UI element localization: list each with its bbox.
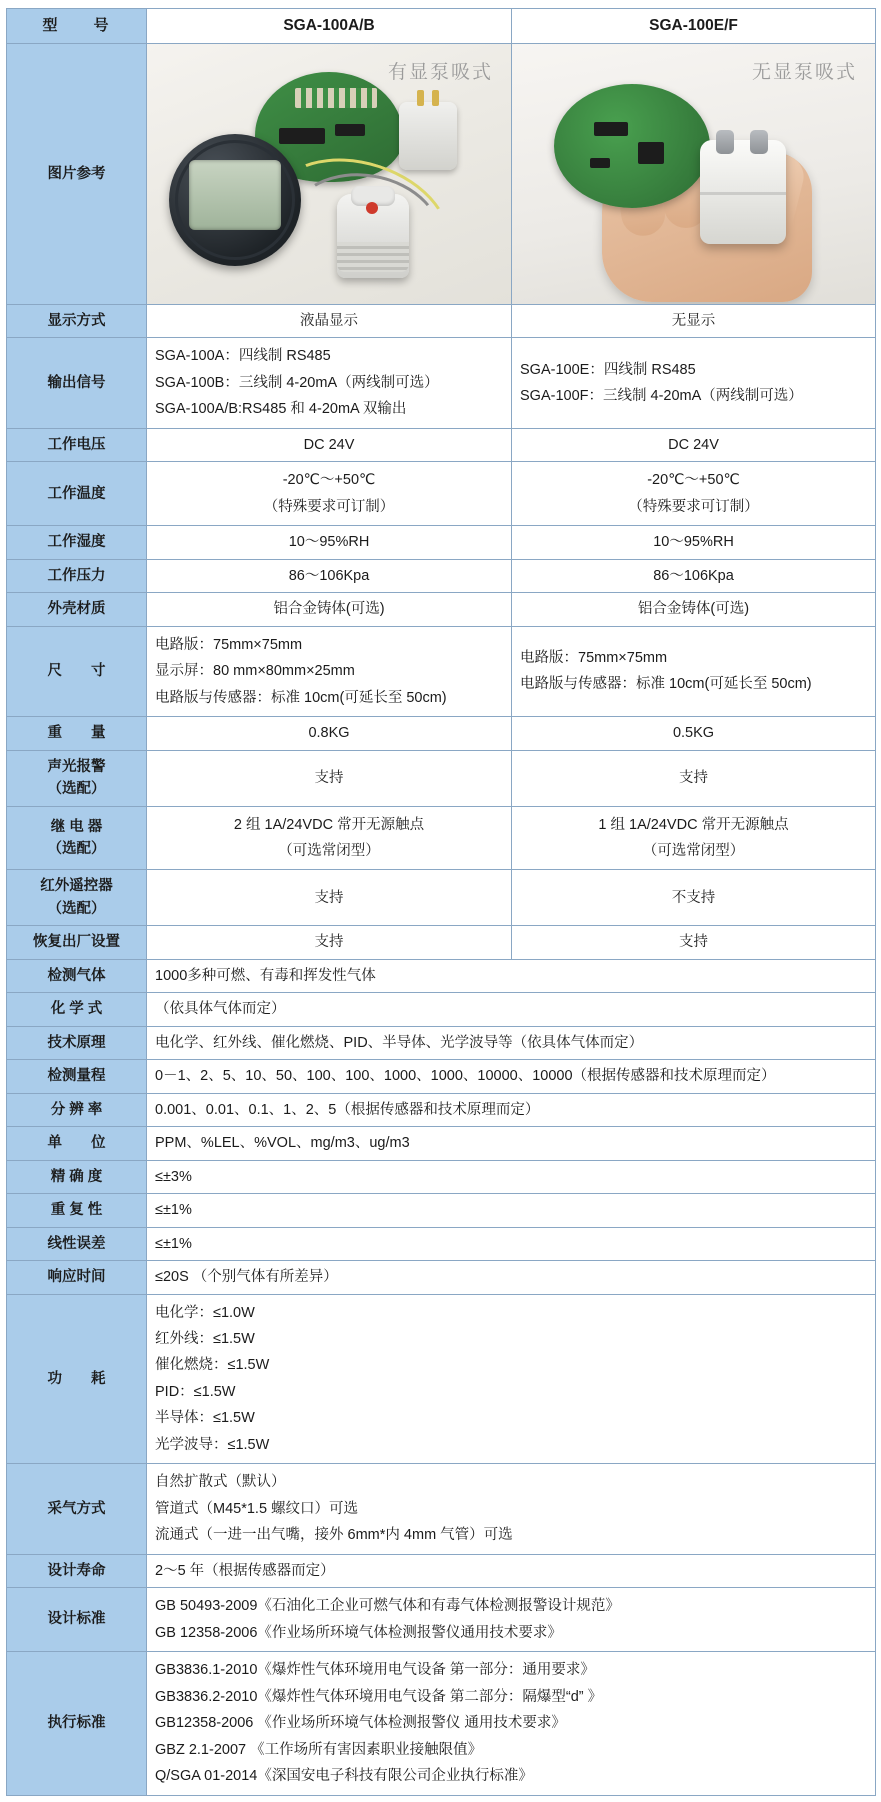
- line: GB3836.1-2010《爆炸性气体环境用电气设备 第一部分：通用要求》: [155, 1662, 595, 1679]
- circuit-board-icon: [554, 84, 710, 208]
- cell-b: DC 24V: [512, 428, 876, 461]
- row-label: 化 学 式: [7, 993, 147, 1026]
- cell-b: [512, 806, 876, 870]
- table-row: [7, 1588, 876, 1652]
- table-row: [7, 1652, 876, 1795]
- seam-line: [700, 192, 786, 195]
- row-label: [7, 750, 147, 806]
- cell-lines: [155, 812, 503, 865]
- line: GB12358-2006 《作业场所环境气体检测报警仪 通用技术要求》: [155, 1715, 566, 1732]
- chip-icon: [279, 128, 325, 144]
- cell-a: 铝合金铸体(可选): [147, 593, 512, 626]
- table-row: [7, 44, 876, 305]
- cell-b: 支持: [512, 750, 876, 806]
- line: 电路版与传感器：标准 10cm(可延长至 50cm): [520, 676, 812, 693]
- row-label: 图片参考: [7, 44, 147, 305]
- bezel-icon: [175, 140, 295, 260]
- connector-icon: [399, 102, 457, 170]
- row-label: 工作压力: [7, 559, 147, 592]
- table-row: [7, 1127, 876, 1160]
- line: 电路版与传感器：标准 10cm(可延长至 50cm): [155, 689, 447, 706]
- cell-a: 支持: [147, 870, 512, 926]
- cell-a: 10～95%RH: [147, 526, 512, 559]
- cell-span: ≤±1%: [147, 1227, 876, 1260]
- table-row: [7, 559, 876, 592]
- row-label: [7, 870, 147, 926]
- line: SGA-100A/B:RS485 和 4-20mA 双输出: [155, 401, 407, 418]
- row-label: 设计标准: [7, 1588, 147, 1652]
- table-body: [7, 9, 876, 1796]
- pin-icon: [417, 90, 424, 106]
- table-row: [7, 1464, 876, 1554]
- table-row: [7, 1194, 876, 1227]
- row-label-sub: （选配）: [47, 840, 106, 857]
- cell-span: ≤±1%: [147, 1194, 876, 1227]
- row-label-sub: （选配）: [47, 900, 106, 917]
- table-row: [7, 1160, 876, 1193]
- line: （可选常闭型）: [642, 842, 745, 859]
- line: SGA-100B：三线制 4-20mA（两线制可选）: [155, 374, 439, 391]
- cell-b: 支持: [512, 926, 876, 959]
- row-label: 采气方式: [7, 1464, 147, 1554]
- specification-table: [6, 8, 876, 1796]
- photo-b-canvas: [512, 44, 875, 304]
- table-row: [7, 526, 876, 559]
- table-row: [7, 338, 876, 428]
- row-label: 尺 寸: [7, 626, 147, 716]
- table-row: [7, 626, 876, 716]
- photo-caption-a: 有显泵吸式: [387, 62, 493, 84]
- cell-b: [512, 338, 876, 428]
- table-row: [7, 717, 876, 750]
- row-label-main: 继 电 器: [50, 818, 103, 835]
- display-unit-icon: [169, 134, 301, 266]
- line: PID：≤1.5W: [155, 1383, 236, 1400]
- line: GBZ 2.1-2007 《工作场所有害因素职业接触限值》: [155, 1741, 483, 1758]
- photo-caption-b: 无显泵吸式: [751, 62, 857, 84]
- table-row: [7, 462, 876, 526]
- cell-lines: [155, 1657, 867, 1789]
- product-photo-ef: [512, 44, 876, 305]
- row-label: 工作湿度: [7, 526, 147, 559]
- line: 显示屏：80 mm×80mm×25mm: [155, 663, 355, 680]
- cell-lines: [155, 632, 503, 711]
- cell-lines: [520, 645, 867, 698]
- row-label: 恢复出厂设置: [7, 926, 147, 959]
- table-row: [7, 1026, 876, 1059]
- cell-lines: [520, 467, 867, 520]
- cell-a: [147, 626, 512, 716]
- line: 催化燃烧：≤1.5W: [155, 1357, 270, 1374]
- table-row: [7, 870, 876, 926]
- line: 半导体：≤1.5W: [155, 1410, 255, 1427]
- line: （特殊要求可订制）: [263, 498, 395, 515]
- table-row: [7, 750, 876, 806]
- table-row: [7, 1261, 876, 1294]
- cell-lines: [155, 1593, 867, 1646]
- table-row: [7, 1294, 876, 1464]
- row-label-main: 红外遥控器: [40, 878, 113, 895]
- line: 光学波导：≤1.5W: [155, 1436, 270, 1453]
- table-row: [7, 1060, 876, 1093]
- cell-b: [512, 462, 876, 526]
- line: 电路版：75mm×75mm: [155, 636, 303, 653]
- cell-b: 铝合金铸体(可选): [512, 593, 876, 626]
- cell-a: 支持: [147, 926, 512, 959]
- line: 流通式（一进一出气嘴，接外 6mm*内 4mm 气管）可选: [155, 1527, 513, 1544]
- chip-icon: [590, 158, 610, 168]
- line: （可选常闭型）: [278, 842, 380, 859]
- gas-port-icon: [750, 130, 768, 154]
- cell-lines: [155, 1300, 867, 1459]
- line: 自然扩散式（默认）: [155, 1474, 286, 1491]
- row-label: 技术原理: [7, 1026, 147, 1059]
- cell-span: [147, 1588, 876, 1652]
- cell-a: [147, 338, 512, 428]
- table-row: [7, 959, 876, 992]
- line: 电化学：≤1.0W: [155, 1304, 255, 1321]
- line: SGA-100F：三线制 4-20mA（两线制可选）: [520, 388, 803, 405]
- line: （特殊要求可订制）: [628, 498, 759, 515]
- row-label-sub: （选配）: [47, 781, 106, 798]
- indicator-dot-icon: [366, 202, 378, 214]
- cell-span: 0－1、2、5、10、50、100、100、1000、1000、10000、10000（根据传感器和技术原理而定）: [147, 1060, 876, 1093]
- row-label: 响应时间: [7, 1261, 147, 1294]
- product-photo-ab: [147, 44, 512, 305]
- cell-span: ≤±3%: [147, 1160, 876, 1193]
- table-row: [7, 993, 876, 1026]
- cell-span: 0.001、0.01、0.1、1、2、5（根据传感器和技术原理而定）: [147, 1093, 876, 1126]
- row-label: 设计寿命: [7, 1554, 147, 1587]
- row-label: 检测气体: [7, 959, 147, 992]
- cell-lines: [520, 812, 867, 865]
- cell-lines: [520, 357, 867, 410]
- cell-lines: [155, 467, 503, 520]
- line: -20℃～+50℃: [282, 472, 376, 489]
- row-label: 输出信号: [7, 338, 147, 428]
- row-label: 重 量: [7, 717, 147, 750]
- cell-b: 86～106Kpa: [512, 559, 876, 592]
- cell-span: [147, 1294, 876, 1464]
- chip-icon: [594, 122, 628, 136]
- cell-b: 10～95%RH: [512, 526, 876, 559]
- sensor-threads-icon: [337, 242, 409, 272]
- table-row: [7, 1093, 876, 1126]
- line: 红外线：≤1.5W: [155, 1331, 255, 1348]
- cell-lines: [155, 343, 503, 422]
- cell-span: 1000多种可燃、有毒和挥发性气体: [147, 959, 876, 992]
- table-row: [7, 305, 876, 338]
- line: -20℃～+50℃: [647, 472, 740, 489]
- line: GB3836.2-2010《爆炸性气体环境用电气设备 第二部分：隔爆型“d” 》: [155, 1688, 603, 1705]
- line: 电路版：75mm×75mm: [520, 649, 668, 666]
- line: GB 12358-2006《作业场所环境气体检测报警仪通用技术要求》: [155, 1624, 562, 1641]
- row-label: 型 号: [7, 9, 147, 44]
- photo-a-canvas: [147, 44, 511, 304]
- cell-a: 86～106Kpa: [147, 559, 512, 592]
- row-label: 重 复 性: [7, 1194, 147, 1227]
- model-b: SGA-100E/F: [512, 9, 876, 44]
- cell-span: 电化学、红外线、催化燃烧、PID、半导体、光学波导等（依具体气体而定）: [147, 1026, 876, 1059]
- row-label: 线性误差: [7, 1227, 147, 1260]
- table-row: [7, 806, 876, 870]
- line: Q/SGA 01-2014《深国安电子科技有限公司企业执行标准》: [155, 1768, 533, 1785]
- row-label: 精 确 度: [7, 1160, 147, 1193]
- cell-a: DC 24V: [147, 428, 512, 461]
- line: SGA-100E：四线制 RS485: [520, 361, 696, 378]
- chip-icon: [335, 124, 365, 136]
- cell-a: 支持: [147, 750, 512, 806]
- row-label: [7, 806, 147, 870]
- row-label: 外壳材质: [7, 593, 147, 626]
- sensor-probe-icon: [337, 194, 409, 278]
- model-a: SGA-100A/B: [147, 9, 512, 44]
- table-row: [7, 9, 876, 44]
- gas-port-icon: [716, 130, 734, 154]
- cell-a: 0.8KG: [147, 717, 512, 750]
- table-row: [7, 926, 876, 959]
- cell-b: [512, 626, 876, 716]
- cell-span: [147, 1464, 876, 1554]
- cell-a: 液晶显示: [147, 305, 512, 338]
- sensor-probe-icon: [700, 140, 786, 244]
- cell-span: ≤20S （个别气体有所差异）: [147, 1261, 876, 1294]
- row-label: 检测量程: [7, 1060, 147, 1093]
- row-label: 单 位: [7, 1127, 147, 1160]
- row-label: 功 耗: [7, 1294, 147, 1464]
- line: 1 组 1A/24VDC 常开无源触点: [598, 816, 789, 833]
- line: 管道式（M45*1.5 螺纹口）可选: [155, 1500, 359, 1517]
- line: SGA-100A：四线制 RS485: [155, 348, 331, 365]
- cell-b: 0.5KG: [512, 717, 876, 750]
- pin-icon: [432, 90, 439, 106]
- cell-a: [147, 462, 512, 526]
- terminal-block-icon: [295, 88, 377, 108]
- row-label-main: 声光报警: [47, 758, 106, 775]
- cell-span: [147, 1652, 876, 1795]
- table-row: [7, 1227, 876, 1260]
- row-label: 执行标准: [7, 1652, 147, 1795]
- line: 2 组 1A/24VDC 常开无源触点: [233, 816, 425, 833]
- row-label: 工作温度: [7, 462, 147, 526]
- cell-a: [147, 806, 512, 870]
- cell-span: （依具体气体而定）: [147, 993, 876, 1026]
- table-row: [7, 1554, 876, 1587]
- cell-span: 2～5 年（根据传感器而定）: [147, 1554, 876, 1587]
- row-label: 工作电压: [7, 428, 147, 461]
- line: GB 50493-2009《石油化工企业可燃气体和有毒气体检测报警设计规范》: [155, 1598, 620, 1615]
- row-label: 显示方式: [7, 305, 147, 338]
- chip-icon: [638, 142, 664, 164]
- table-row: [7, 593, 876, 626]
- table-row: [7, 428, 876, 461]
- row-label: 分 辨 率: [7, 1093, 147, 1126]
- cell-b: 不支持: [512, 870, 876, 926]
- cell-span: PPM、%LEL、%VOL、mg/m3、ug/m3: [147, 1127, 876, 1160]
- cell-lines: [155, 1469, 867, 1548]
- cell-b: 无显示: [512, 305, 876, 338]
